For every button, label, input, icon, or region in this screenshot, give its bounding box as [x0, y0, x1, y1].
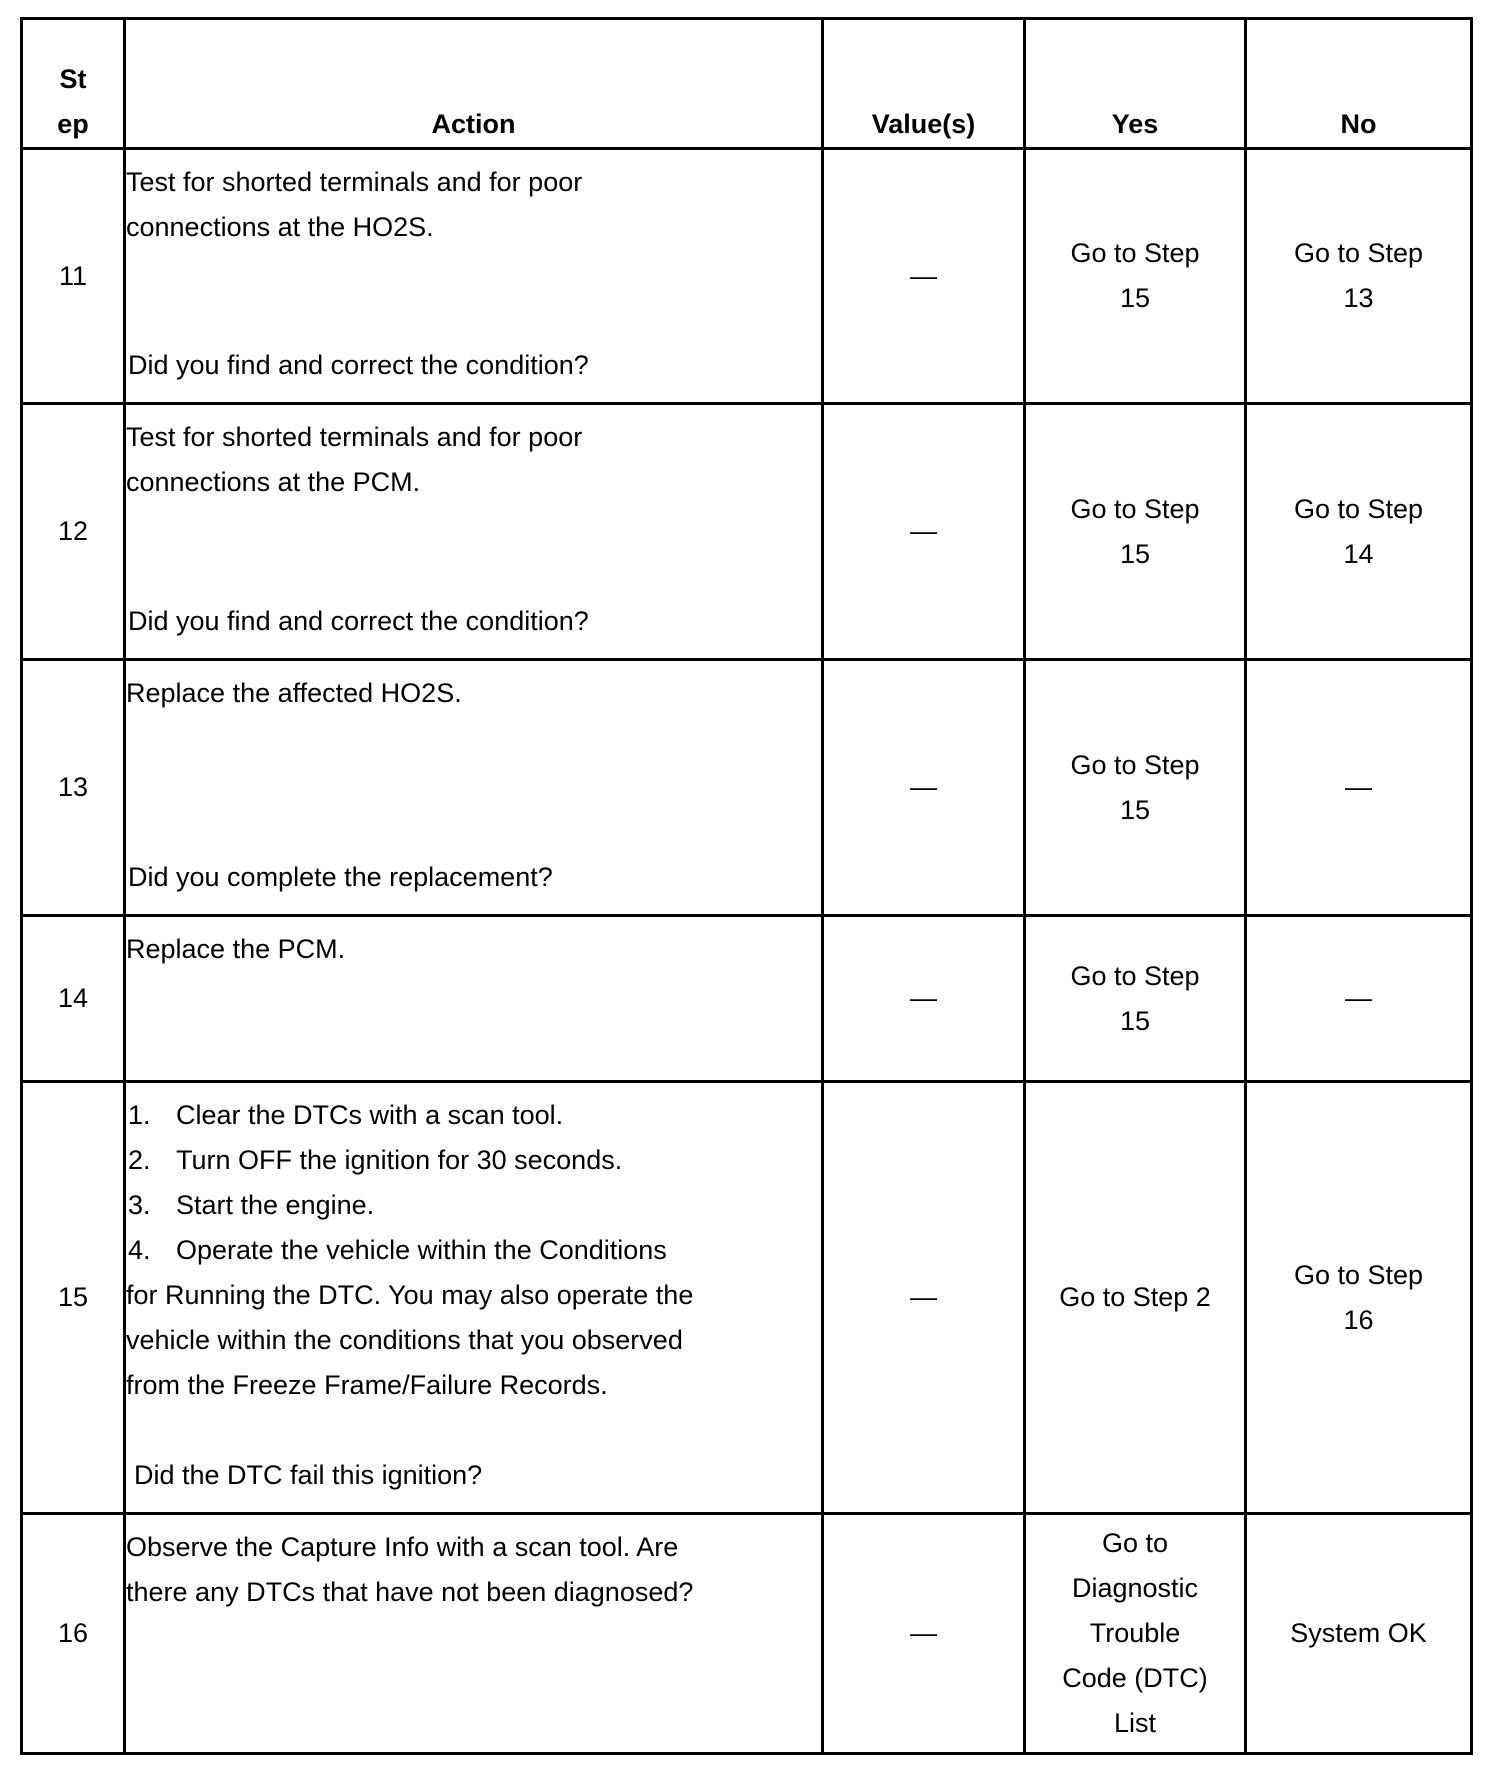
yes-line: Go to — [1101, 1528, 1169, 1558]
no-line: Go to Step — [1293, 493, 1424, 524]
action-cell — [125, 916, 823, 1082]
table-row — [22, 149, 1472, 404]
action-line: Test for shorted terminals and for poor — [126, 167, 583, 197]
header-step-line1: St — [59, 64, 87, 94]
table-row — [22, 916, 1472, 1082]
header-action: Action — [125, 19, 823, 149]
header-step — [22, 19, 125, 149]
action-cell — [125, 404, 823, 660]
yes-line: Diagnostic — [1071, 1573, 1199, 1603]
list-item-text: Start the engine. — [176, 1190, 375, 1220]
value-cell: — — [823, 916, 1025, 1082]
action-line: vehicle within the conditions that you observed — [126, 1325, 683, 1355]
step-number: 16 — [22, 1514, 125, 1754]
list-item-text: Turn OFF the ignition for 30 seconds. — [176, 1145, 623, 1175]
yes-line: 15 — [1119, 1005, 1151, 1036]
action-line: Replace the PCM. — [126, 934, 346, 964]
list-item-number: 4. — [128, 1235, 151, 1265]
action-line: from the Freeze Frame/Failure Records. — [126, 1370, 608, 1400]
no-line: Go to Step — [1293, 238, 1424, 268]
no-cell — [1246, 1082, 1472, 1514]
no-line: 13 — [1343, 283, 1374, 313]
table-row — [22, 1082, 1472, 1514]
no-line: Go to Step — [1293, 1259, 1424, 1290]
header-yes: Yes — [1025, 19, 1246, 149]
no-cell — [1246, 1514, 1472, 1754]
yes-line: Go to Step — [1070, 493, 1200, 524]
action-line: connections at the HO2S. — [126, 212, 434, 242]
yes-cell — [1025, 404, 1246, 660]
list-item-text: Operate the vehicle within the Conditions — [176, 1235, 667, 1265]
list-item-number: 2. — [128, 1145, 151, 1175]
action-line: Test for shorted terminals and for poor — [126, 422, 583, 452]
action-cell — [125, 660, 823, 916]
step-number: 14 — [22, 916, 125, 1082]
yes-line: 15 — [1119, 538, 1151, 569]
no-line: 16 — [1343, 1304, 1374, 1335]
action-cell — [125, 1514, 823, 1754]
no-line: — — [1345, 772, 1372, 802]
action-cell — [125, 1082, 823, 1514]
list-item — [126, 1138, 821, 1183]
list-item-number: 3. — [128, 1190, 151, 1220]
action-question: Did you find and correct the condition? — [128, 350, 589, 380]
table-row — [22, 404, 1472, 660]
value-cell: — — [823, 660, 1025, 916]
value-cell: — — [823, 1514, 1025, 1754]
action-line: connections at the PCM. — [126, 467, 421, 497]
yes-line: Go to Step 2 — [1059, 1282, 1211, 1312]
action-line: there any DTCs that have not been diagnosed? — [126, 1577, 694, 1607]
list-item — [126, 1228, 821, 1273]
step-number: 13 — [22, 660, 125, 916]
yes-line: Go to Step — [1070, 749, 1200, 780]
yes-line: Trouble — [1089, 1618, 1181, 1648]
table-row — [22, 660, 1472, 916]
no-line: 14 — [1343, 538, 1374, 569]
action-line: Replace the affected HO2S. — [126, 678, 462, 708]
no-line: — — [1345, 983, 1372, 1013]
no-cell — [1246, 404, 1472, 660]
yes-cell — [1025, 1082, 1246, 1514]
yes-line: Go to Step — [1070, 238, 1200, 268]
header-step-line2: ep — [57, 109, 89, 139]
yes-cell — [1025, 916, 1246, 1082]
yes-cell — [1025, 660, 1246, 916]
step-number: 12 — [22, 404, 125, 660]
diagnostic-table — [20, 17, 1473, 1755]
yes-line: 15 — [1119, 283, 1151, 313]
list-item-number: 1. — [128, 1100, 151, 1130]
action-question: Did you find and correct the condition? — [128, 606, 589, 636]
list-item — [126, 1183, 821, 1228]
action-question: Did you complete the replacement? — [128, 862, 553, 892]
yes-cell — [1025, 1514, 1246, 1754]
table-row — [22, 1514, 1472, 1754]
yes-cell — [1025, 149, 1246, 404]
action-cell — [125, 149, 823, 404]
yes-line: List — [1113, 1708, 1157, 1738]
no-cell — [1246, 660, 1472, 916]
value-cell: — — [823, 149, 1025, 404]
no-cell — [1246, 149, 1472, 404]
diagnostic-table-sheet — [20, 17, 1470, 1753]
no-line: System OK — [1290, 1618, 1427, 1648]
value-cell: — — [823, 404, 1025, 660]
yes-line: Go to Step — [1070, 960, 1200, 991]
header-row — [22, 19, 1472, 149]
header-no: No — [1246, 19, 1472, 149]
yes-line: 15 — [1119, 794, 1151, 825]
list-item-text: Clear the DTCs with a scan tool. — [176, 1100, 564, 1130]
list-item — [126, 1093, 821, 1138]
no-cell — [1246, 916, 1472, 1082]
step-number: 11 — [22, 149, 125, 404]
action-line: for Running the DTC. You may also operate the — [126, 1280, 694, 1310]
value-cell: — — [823, 1082, 1025, 1514]
action-line: Observe the Capture Info with a scan tool. Are — [126, 1532, 679, 1562]
step-number: 15 — [22, 1082, 125, 1514]
yes-line: Code (DTC) — [1062, 1663, 1208, 1693]
action-question: Did the DTC fail this ignition? — [134, 1460, 483, 1490]
header-values: Value(s) — [823, 19, 1025, 149]
